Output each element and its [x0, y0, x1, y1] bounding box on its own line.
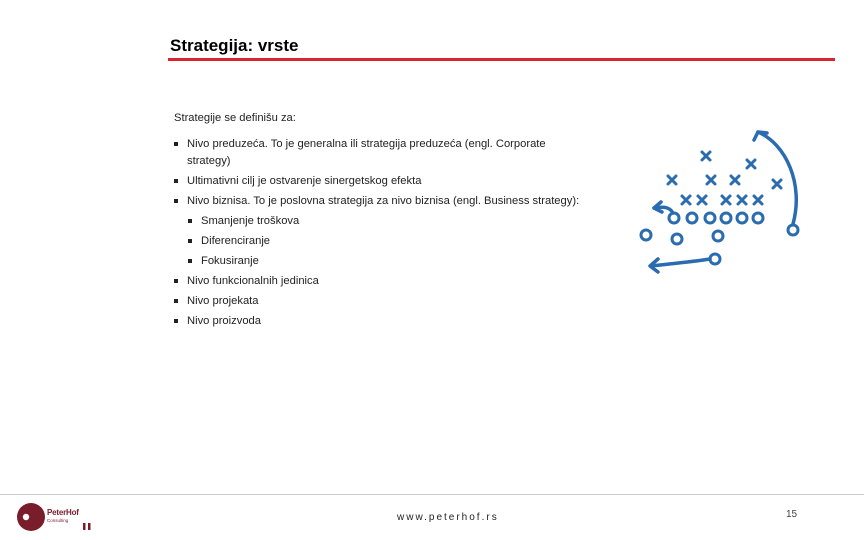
page-number: 15 — [786, 509, 798, 520]
bullet-text: Nivo funkcionalnih jedinica — [187, 275, 319, 287]
bullet-text: Nivo biznisa. To je poslovna strategija za nivo biznisa (engl. Business strategy): — [187, 195, 580, 207]
slide-title: Strategija: vrste — [170, 36, 299, 55]
company-logo — [16, 501, 96, 533]
slide-content — [174, 110, 584, 333]
bullet-text: Ultimativni cilj je ostvarenje sinergetskog efekta — [187, 175, 422, 187]
bullet-item — [174, 313, 584, 330]
footer-divider — [0, 494, 864, 495]
bullet-item — [174, 173, 584, 190]
footer-url: www.peterhof.rs — [397, 512, 499, 523]
bullet-text: Nivo preduzeća. To je generalna ili strategija preduzeća (engl. Corporate strategy) — [187, 138, 546, 167]
route-arrow-bottom — [651, 259, 710, 266]
bullet-item — [174, 136, 584, 170]
offense-marks — [641, 213, 798, 264]
sub-bullet-item: Fokusiranje — [187, 253, 584, 270]
football-play-diagram-icon — [636, 124, 806, 274]
logo-text: PeterHof — [47, 508, 79, 517]
bullet-item — [174, 293, 584, 310]
defender-marks — [668, 152, 781, 204]
route-arrow-top — [758, 132, 796, 224]
bullet-text: Nivo proizvoda — [187, 315, 261, 327]
bullet-item — [174, 193, 584, 270]
bullet-text: Nivo projekata — [187, 295, 259, 307]
bullet-list — [174, 136, 584, 330]
sub-bullet-item: Smanjenje troškova — [187, 213, 584, 230]
sub-bullet-list — [187, 213, 584, 270]
bullet-item — [174, 273, 584, 290]
logo-subtext: Consulting — [47, 518, 69, 523]
sub-bullet-item: Diferenciranje — [187, 233, 584, 250]
intro-text: Strategije se definišu za: — [174, 112, 296, 124]
title-underline — [168, 58, 835, 61]
